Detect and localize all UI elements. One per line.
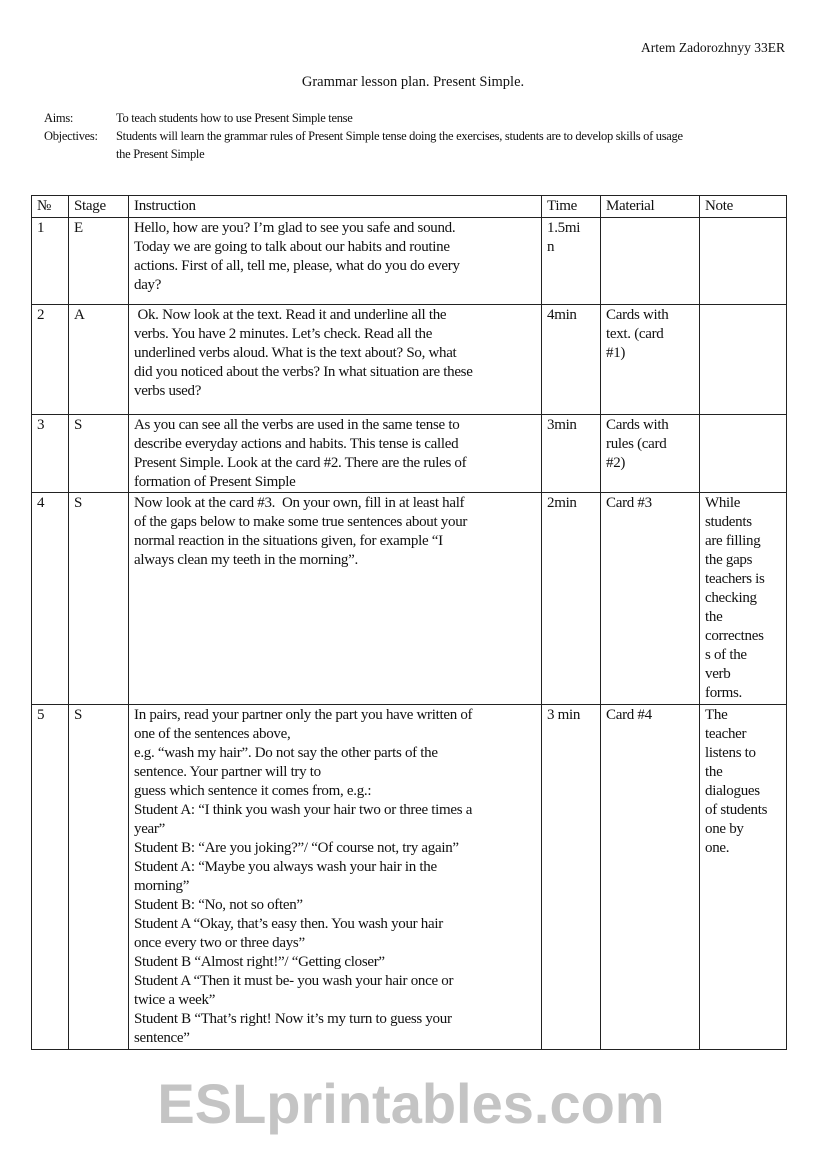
row-instruction: Ok. Now look at the text. Read it and underline all the verbs. You have 2 minutes. Let’s check. Read all the underlined verbs aloud. What is the text about? So, what did you noticed about the verbs? In what situation are these verbs used? [129, 305, 542, 415]
aims-line [44, 109, 794, 127]
table-row [32, 218, 787, 305]
table-row [32, 415, 787, 493]
table-row [32, 705, 787, 1050]
header-cell: № [32, 196, 69, 218]
table-row [32, 493, 787, 705]
lesson-plan-section [31, 195, 791, 1136]
row-time: 4min [542, 305, 601, 415]
author-name: Artem Zadorozhnyy 33ER [641, 40, 785, 55]
row-note [700, 415, 787, 493]
page-title: Grammar lesson plan. Present Simple. [301, 74, 525, 90]
aims-text: To teach students how to use Present Simple tense [116, 111, 353, 125]
table-row [32, 305, 787, 415]
objectives-text-block [116, 127, 794, 163]
objectives-label: Objectives: [44, 129, 98, 143]
objectives-line [44, 127, 794, 163]
row-instruction: In pairs, read your partner only the part you have written of one of the sentences above, e.g. “wash my hair”. Do not say the other parts of the sentence. Your partner will try to guess which sentence it comes from, e.g.: Student A: “I think you wash your hair two or three times a year” Student B: “Are you joking?”/ “Of course not, try again” Student A: “Maybe you always wash your hair in the morning” Student B: “No, not so often” Student A “Okay, that’s easy then. You wash your hair once every two or three days” Student B “Almost right!”/ “Getting closer” Student A “Then it must be- you wash your hair once or twice a week” Student B “That’s right! Now it’s my turn to guess your sentence” [129, 705, 542, 1050]
objectives-text: Students will learn the grammar rules of Present Simple tense doing the exercises, students are to develop skills of usage [116, 129, 683, 143]
row-instruction: Now look at the card #3. On your own, fill in at least half of the gaps below to make some true sentences about your normal reaction in the situations given, for example “I always clean my teeth in the morning”. [129, 493, 542, 705]
table-header-row [32, 196, 787, 218]
header-cell: Instruction [129, 196, 542, 218]
row-stage: S [69, 415, 129, 493]
row-number: 1 [32, 218, 69, 305]
row-number: 4 [32, 493, 69, 705]
objectives-text-cont: the Present Simple [116, 147, 205, 161]
lesson-plan-table [31, 195, 787, 1050]
header-cell: Stage [69, 196, 129, 218]
row-note: The teacher listens to the dialogues of students one by one. [700, 705, 787, 1050]
row-instruction: Hello, how are you? I’m glad to see you safe and sound. Today we are going to talk about our habits and routine actions. First of all, tell me, please, what do you do every day? [129, 218, 542, 305]
row-time: 3min [542, 415, 601, 493]
row-time: 1.5mi n [542, 218, 601, 305]
row-note [700, 218, 787, 305]
row-stage: A [69, 305, 129, 415]
row-stage: S [69, 493, 129, 705]
row-note: While students are filling the gaps teachers is checking the correctnes s of the verb forms. [700, 493, 787, 705]
row-material: Card #4 [601, 705, 700, 1050]
row-material: Card #3 [601, 493, 700, 705]
header-cell: Material [601, 196, 700, 218]
row-material [601, 218, 700, 305]
row-note [700, 305, 787, 415]
row-number: 3 [32, 415, 69, 493]
row-instruction: As you can see all the verbs are used in the same tense to describe everyday actions and habits. This tense is called Present Simple. Look at the card #2. There are the rules of formation of Present Simple [129, 415, 542, 493]
watermark: ESLprintables.com [157, 1072, 665, 1135]
aims-objectives-block [44, 109, 794, 163]
row-time: 2min [542, 493, 601, 705]
row-time: 3 min [542, 705, 601, 1050]
header-cell: Time [542, 196, 601, 218]
row-material: Cards with text. (card #1) [601, 305, 700, 415]
header-cell: Note [700, 196, 787, 218]
row-material: Cards with rules (card #2) [601, 415, 700, 493]
row-number: 2 [32, 305, 69, 415]
row-stage: S [69, 705, 129, 1050]
row-number: 5 [32, 705, 69, 1050]
row-stage: E [69, 218, 129, 305]
aims-label: Aims: [44, 111, 74, 125]
